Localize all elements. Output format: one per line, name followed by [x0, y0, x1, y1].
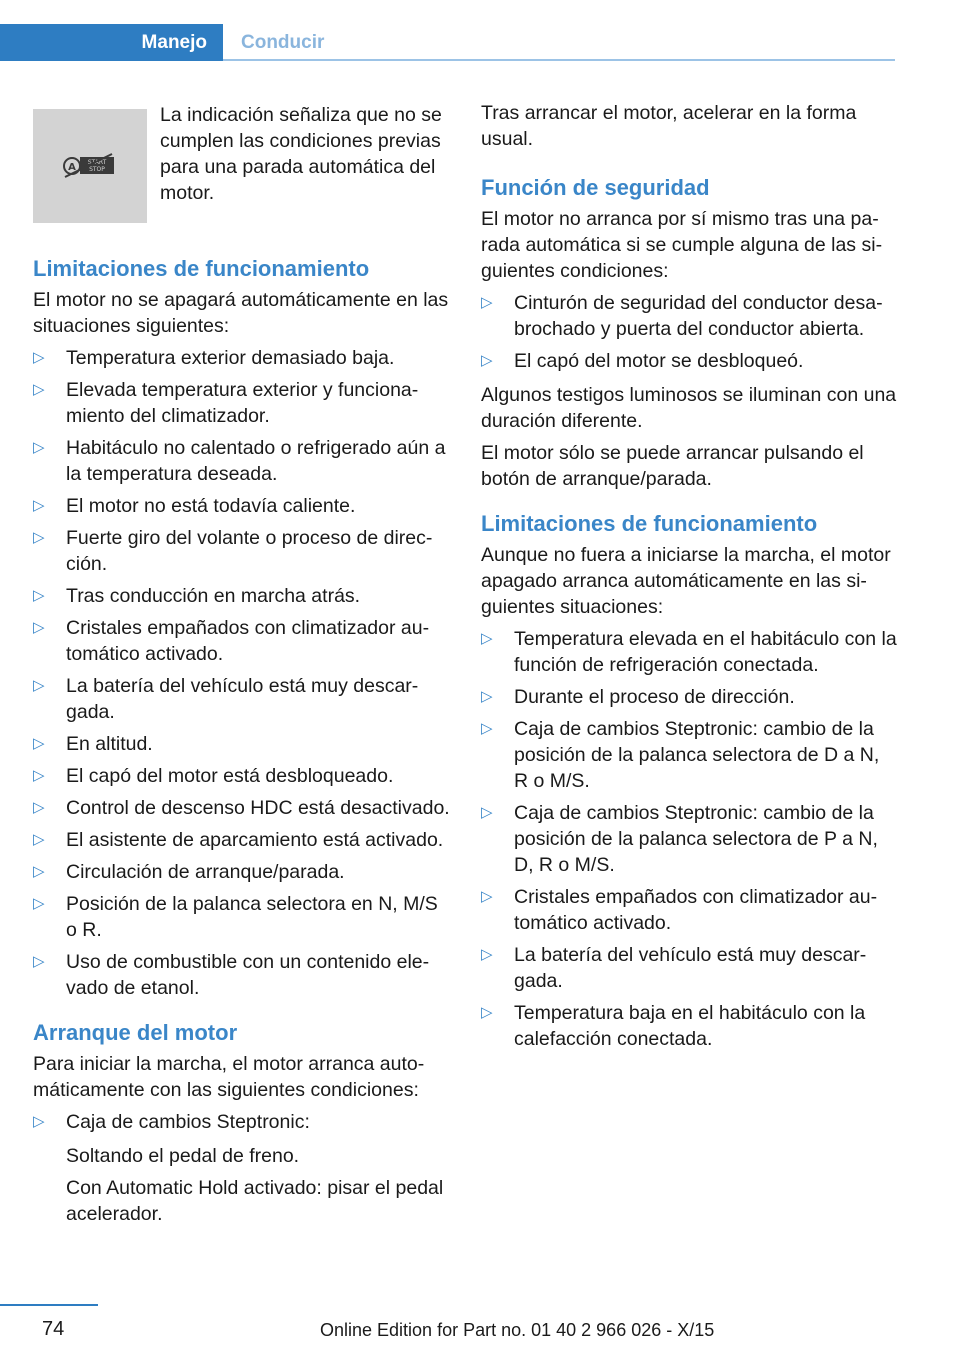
triangle-bullet-icon: ▷ [481, 1004, 493, 1021]
header-rule [223, 59, 895, 61]
svg-text:STOP: STOP [89, 166, 105, 173]
list-item: ▷ Circulación de arranque/parada. [33, 861, 345, 883]
triangle-bullet-icon: ▷ [33, 587, 45, 604]
section-arranque-motor [33, 1019, 451, 1227]
list-item: ▷ El asistente de aparcamiento está activado. [33, 829, 444, 851]
paragraph: Algunos testigos luminosos se iluminan con una duración diferente. [481, 384, 897, 432]
list-item: ▷ En altitud. [33, 733, 153, 755]
svg-text:START: START [87, 159, 107, 166]
triangle-bullet-icon: ▷ [33, 735, 45, 752]
triangle-bullet-icon: ▷ [33, 953, 45, 970]
intro-text: Tras arrancar el motor, acelerar en la forma usual. [481, 102, 857, 150]
tab-manejo[interactable]: Manejo [0, 24, 223, 61]
section-limitaciones-parada [33, 255, 451, 1001]
section-text: El motor no arranca por sí mismo tras una parada automática si se cumple alguna de las siguientes condiciones: [481, 208, 883, 282]
section-text: Para iniciar la marcha, el motor arranca automáticamente con las siguientes condiciones: [33, 1053, 425, 1101]
list-item: ▷ El capó del motor se desbloqueó. [481, 350, 804, 372]
triangle-bullet-icon: ▷ [481, 804, 493, 821]
section-text: El motor no se apagará automáticamente en las situaciones siguientes: [33, 289, 449, 337]
list-item: ▷ Control de descenso HDC está desactivado. [33, 797, 450, 819]
triangle-bullet-icon: ▷ [33, 1113, 45, 1130]
list-item: ▷ Posición de la palanca selectora en N, M/S o R. [33, 893, 438, 941]
auto-start-stop-off-icon [62, 151, 118, 181]
section-funcion-seguridad [481, 174, 897, 492]
list-item: ▷ Durante el proceso de dirección. [481, 686, 795, 708]
header-tabs [0, 0, 895, 62]
indicator-text: La indicación señaliza que no se cumplen las condiciones previas para una parada automática del motor. [160, 104, 442, 204]
paragraph: El motor sólo se puede arrancar pulsando el botón de arranque/parada. [481, 442, 864, 490]
bullet-list [33, 1109, 451, 1135]
triangle-bullet-icon: ▷ [33, 767, 45, 784]
triangle-bullet-icon: ▷ [481, 688, 493, 705]
triangle-bullet-icon: ▷ [33, 619, 45, 636]
triangle-bullet-icon: ▷ [33, 381, 45, 398]
triangle-bullet-icon: ▷ [33, 439, 45, 456]
indicator-figure [33, 109, 147, 223]
triangle-bullet-icon: ▷ [481, 946, 493, 963]
section-text: Aunque no fuera a iniciarse la marcha, el motor apagado arranca automáticamente en las siguientes situaciones: [481, 544, 891, 618]
list-item: ▷ Cristales empañados con climatizador automático activado. [481, 886, 878, 934]
list-item: ▷ El capó del motor está desbloqueado. [33, 765, 394, 787]
section-title: Arranque del motor [33, 1020, 238, 1045]
bullet-list [481, 626, 897, 1052]
list-item: ▷ Caja de cambios Steptronic: cambio de la posición de la palanca selectora de P a N, D, R o M/S. [481, 802, 878, 876]
triangle-bullet-icon: ▷ [481, 294, 493, 311]
triangle-bullet-icon: ▷ [481, 352, 493, 369]
bullet-list [33, 345, 451, 1001]
tab-conducir[interactable]: Conducir [241, 31, 325, 53]
triangle-bullet-icon: ▷ [33, 831, 45, 848]
list-item: ▷ Tras conducción en marcha atrás. [33, 585, 361, 607]
section-title: Limitaciones de funcionamiento [33, 256, 370, 281]
section-limitaciones-arranque [481, 510, 897, 1052]
bullet-list [481, 290, 897, 374]
left-column [33, 100, 451, 1245]
list-item: ▷ Temperatura elevada en el habitáculo con la función de refrigeración conectada. [481, 628, 897, 676]
triangle-bullet-icon: ▷ [33, 799, 45, 816]
svg-text:A: A [68, 162, 76, 173]
list-item: ▷ Cinturón de seguridad del conductor desabrochado y puerta del conductor abierta. [481, 292, 883, 340]
section-title: Función de seguridad [481, 175, 710, 200]
list-item: ▷ Cristales empañados con climatizador automático activado. [33, 617, 430, 665]
list-item: ▷ Temperatura exterior demasiado baja. [33, 347, 395, 369]
sub-paragraph: Soltando el pedal de freno. [66, 1145, 300, 1167]
triangle-bullet-icon: ▷ [481, 630, 493, 647]
list-item: ▷ La batería del vehículo está muy descargada. [481, 944, 867, 992]
list-item: ▷ Uso de combustible con un contenido elevado de etanol. [33, 951, 430, 999]
triangle-bullet-icon: ▷ [33, 863, 45, 880]
page-number: 74 [42, 1318, 65, 1340]
list-item: ▷ Fuerte giro del volante o proceso de dirección. [33, 527, 433, 575]
triangle-bullet-icon: ▷ [33, 895, 45, 912]
list-item: ▷ Temperatura baja en el habitáculo con la calefacción conectada. [481, 1002, 866, 1050]
list-item: ▷ Habitáculo no calentado o refrigerado aún a la temperatura deseada. [33, 437, 446, 485]
indicator-note [33, 100, 451, 223]
list-item: ▷ Caja de cambios Steptronic: cambio de la posición de la palanca selectora de D a N, R o M/S. [481, 718, 880, 792]
triangle-bullet-icon: ▷ [33, 349, 45, 366]
triangle-bullet-icon: ▷ [33, 677, 45, 694]
list-item: ▷ Caja de cambios Steptronic: [33, 1111, 310, 1133]
sub-paragraph: Con Automatic Hold activado: pisar el pedal acelerador. [66, 1177, 444, 1225]
triangle-bullet-icon: ▷ [481, 888, 493, 905]
list-item: ▷ Elevada temperatura exterior y funcionamiento del climatizador. [33, 379, 419, 427]
triangle-bullet-icon: ▷ [33, 529, 45, 546]
edition-footer: Online Edition for Part no. 01 40 2 966 026 - X/15 [320, 1320, 715, 1340]
list-item: ▷ El motor no está todavía caliente. [33, 495, 356, 517]
right-column [481, 100, 897, 1070]
triangle-bullet-icon: ▷ [481, 720, 493, 737]
triangle-bullet-icon: ▷ [33, 497, 45, 514]
section-title: Limitaciones de funcionamiento [481, 511, 818, 536]
page-number-rule [0, 1304, 98, 1306]
list-item: ▷ La batería del vehículo está muy descargada. [33, 675, 419, 723]
